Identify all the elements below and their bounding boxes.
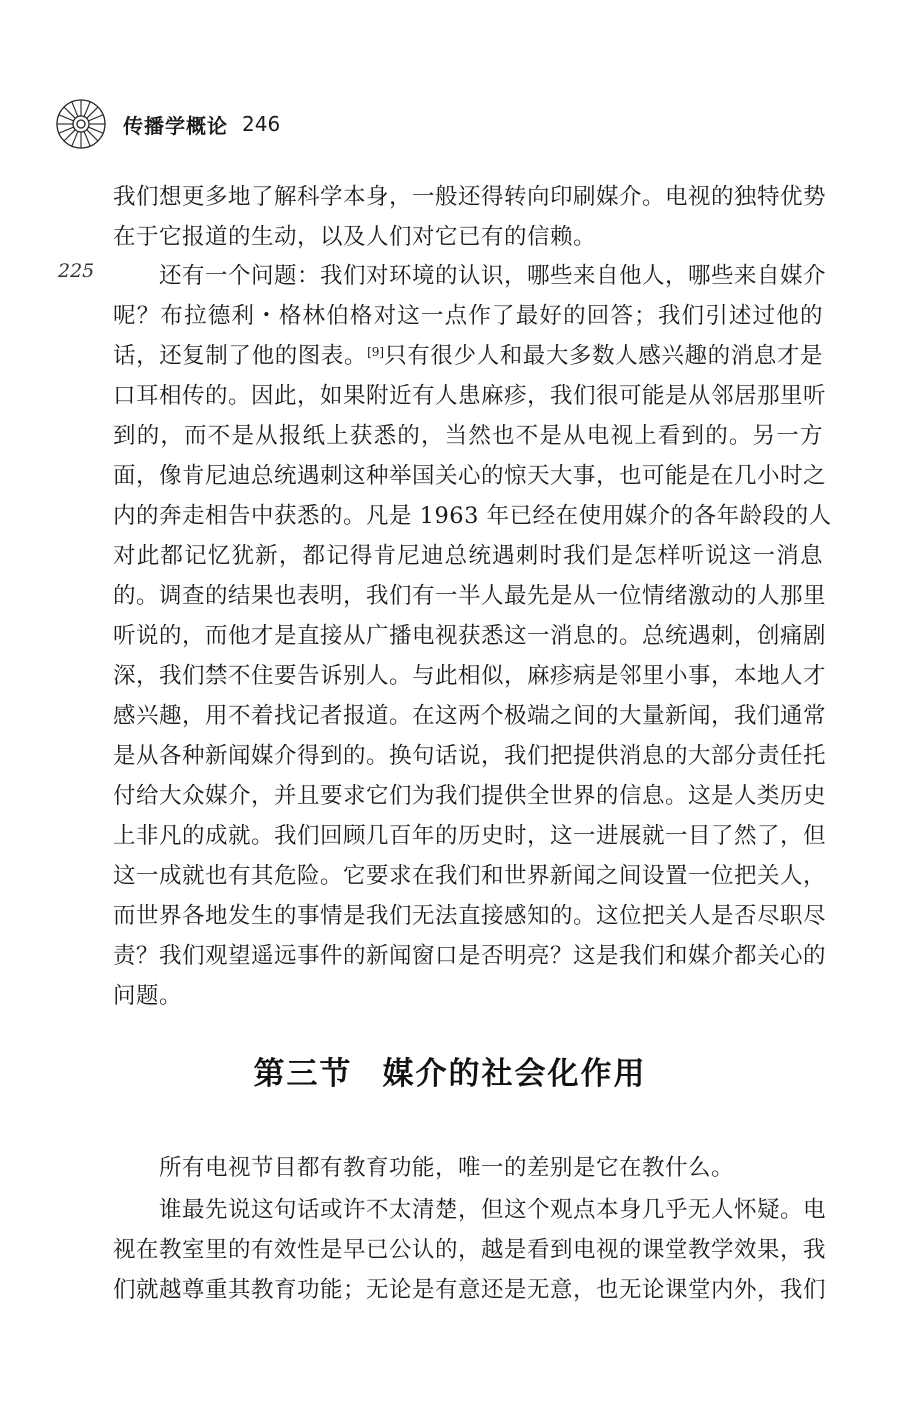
sunburst-emblem-icon bbox=[55, 98, 107, 150]
text-line: 而世界各地发生的事情是我们无法直接感知的。这位把关人是否尽职尽 bbox=[113, 903, 827, 929]
text-segment: 只有很少人和最大多数人感兴趣的消息才是 bbox=[384, 343, 823, 369]
text-line: 们就越尊重其教育功能；无论是有意还是无意，也无论课堂内外，我们 bbox=[113, 1277, 827, 1303]
text-line: 在于它报道的生动，以及人们对它已有的信赖。 bbox=[113, 224, 597, 250]
text-segment: 话，还复制了他的图表。 bbox=[113, 343, 368, 369]
text-line: 这一成就也有其危险。它要求在我们和世界新闻之间设置一位把关人， bbox=[113, 863, 827, 889]
text-line: 对此都记忆犹新，都记得肯尼迪总统遇刺时我们是怎样听说这一消息 bbox=[113, 543, 823, 569]
book-title: 传播学概论 bbox=[123, 113, 228, 138]
text-line: 内的奔走相告中获悉的。凡是 1963 年已经在使用媒介的各年龄段的人 bbox=[113, 503, 832, 529]
text-line: 感兴趣，用不着找记者报道。在这两个极端之间的大量新闻，我们通常 bbox=[113, 703, 827, 729]
text-line: 所有电视节目都有教育功能，唯一的差别是它在教什么。 bbox=[159, 1155, 735, 1181]
text-line: 口耳相传的。因此，如果附近有人患麻疹，我们很可能是从邻居那里听 bbox=[113, 383, 827, 409]
section-heading bbox=[0, 1048, 900, 1093]
text-line: 我们想更多地了解科学本身，一般还得转向印刷媒介。电视的独特优势 bbox=[113, 184, 827, 210]
text-line: 深，我们禁不住要告诉别人。与此相似，麻疹病是邻里小事，本地人才 bbox=[113, 663, 827, 689]
text-line: 谁最先说这句话或许不太清楚，但这个观点本身几乎无人怀疑。电 bbox=[159, 1197, 827, 1223]
text-line: 的。调查的结果也表明，我们有一半人最先是从一位情绪激动的人那里 bbox=[113, 583, 827, 609]
section-title: 媒介的社会化作用 bbox=[382, 1056, 647, 1092]
text-line: 到的，而不是从报纸上获悉的，当然也不是从电视上看到的。另一方 bbox=[113, 423, 823, 449]
text-line: 面，像肯尼迪总统遇刺这种举国关心的惊天大事，也可能是在几小时之 bbox=[113, 463, 827, 489]
text-line: 呢？布拉德利・格林伯格对这一点作了最好的回答；我们引述过他的 bbox=[113, 303, 823, 329]
text-line: 是从各种新闻媒介得到的。换句话说，我们把提供消息的大部分责任托 bbox=[113, 743, 827, 769]
text-line: 上非凡的成就。我们回顾几百年的历史时，这一进展就一目了然了，但 bbox=[113, 823, 827, 849]
text-line: 责？我们观望遥远事件的新闻窗口是否明亮？这是我们和媒介都关心的 bbox=[113, 943, 827, 969]
text-line-with-footnote bbox=[113, 336, 823, 376]
original-page-number: 225 bbox=[58, 260, 95, 282]
text-line: 问题。 bbox=[113, 983, 183, 1009]
page-number: 246 bbox=[242, 112, 281, 136]
section-number: 第三节 bbox=[253, 1056, 353, 1092]
text-line: 视在教室里的有效性是早已公认的，越是看到电视的课堂教学效果，我 bbox=[113, 1237, 827, 1263]
text-line: 听说的，而他才是直接从广播电视获悉这一消息的。总统遇刺，创痛剧 bbox=[113, 623, 827, 649]
running-header bbox=[55, 96, 280, 152]
footnote-marker: [9] bbox=[367, 345, 385, 359]
text-line: 还有一个问题：我们对环境的认识，哪些来自他人，哪些来自媒介 bbox=[159, 263, 827, 289]
text-line: 付给大众媒介，并且要求它们为我们提供全世界的信息。这是人类历史 bbox=[113, 783, 827, 809]
